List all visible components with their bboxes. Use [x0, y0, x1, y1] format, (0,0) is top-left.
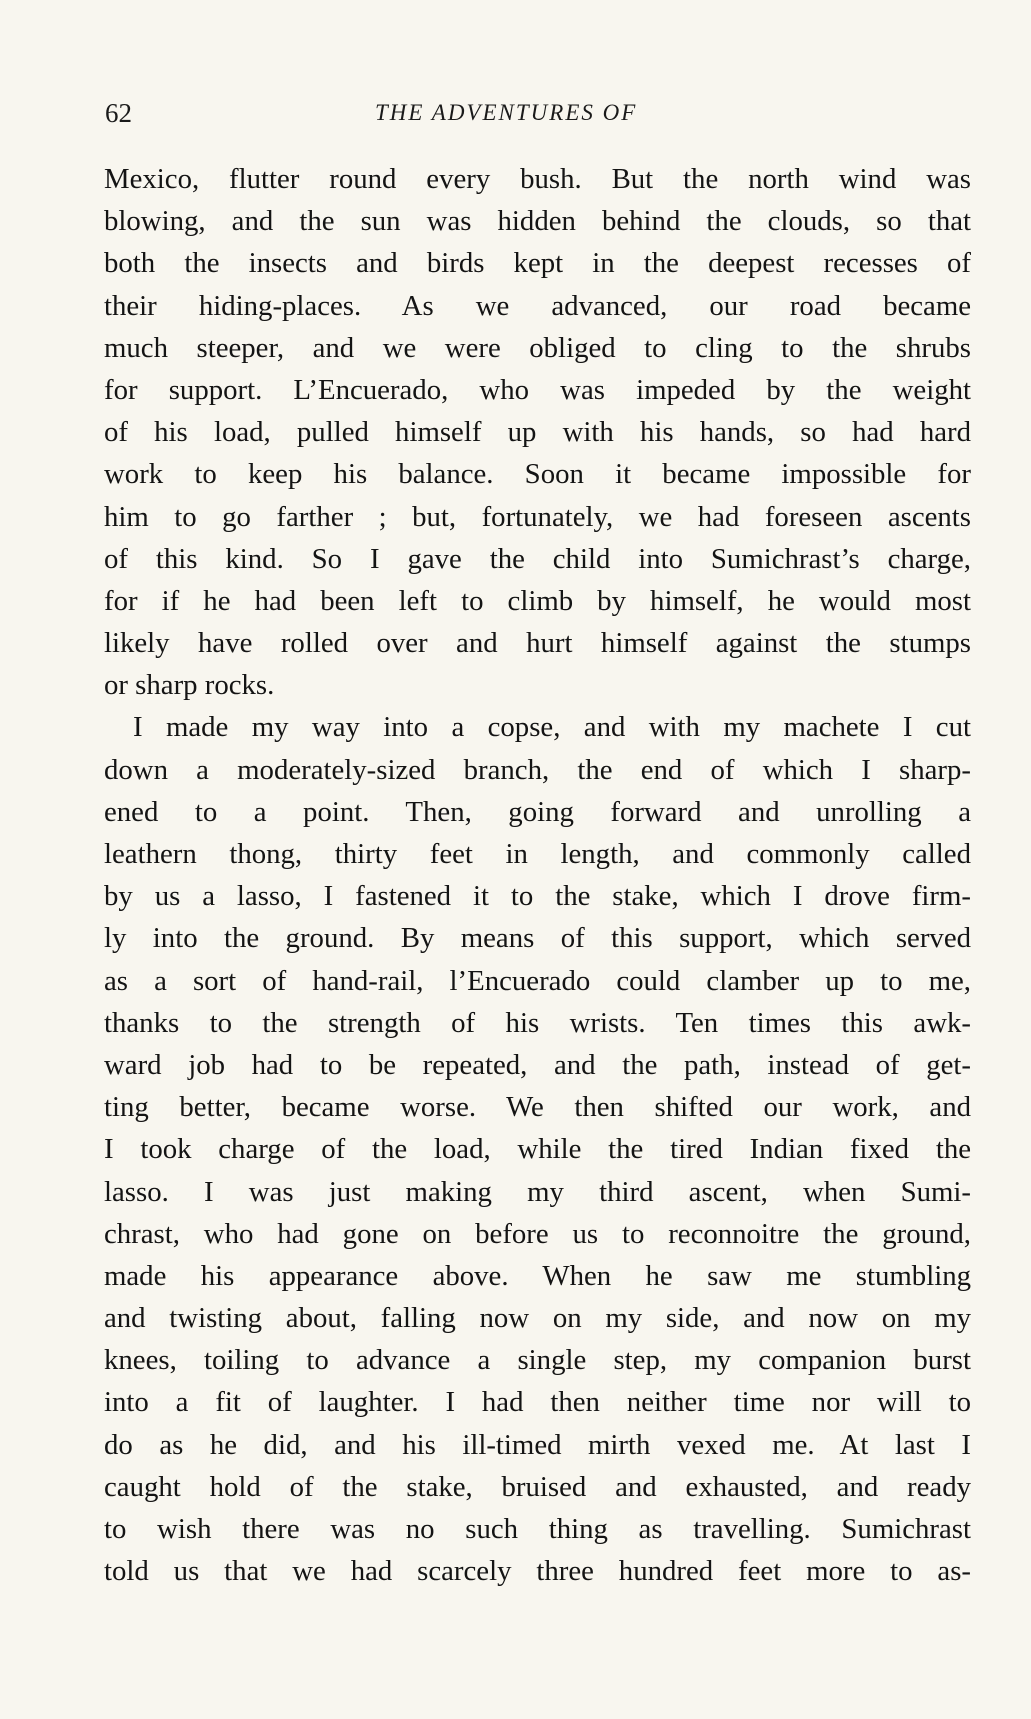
text-line: of his load, pulled himself up with his hands, so had hard: [104, 416, 971, 449]
text-line: both the insects and birds kept in the deepest recesses of: [104, 247, 971, 280]
text-line: their hiding-places. As we advanced, our road became: [104, 289, 971, 322]
running-head: [105, 98, 970, 132]
text-line: of this kind. So I gave the child into Sumichrast’s charge,: [104, 542, 971, 575]
paragraph-1: [104, 158, 971, 706]
text-line: work to keep his balance. Soon it became impossible for: [104, 458, 971, 491]
text-line: thanks to the strength of his wrists. Ten times this awk-: [104, 1006, 971, 1039]
text-line: I made my way into a copse, and with my machete I cut: [133, 711, 971, 744]
body-text: [104, 158, 971, 1592]
page-number: 62: [105, 98, 132, 128]
text-line: and twisting about, falling now on my side, and now on my: [104, 1302, 971, 1335]
text-line: lasso. I was just making my third ascent, when Sumi-: [104, 1175, 971, 1208]
text-line: ting better, became worse. We then shifted our work, and: [104, 1091, 971, 1124]
text-line: blowing, and the sun was hidden behind the clouds, so that: [104, 205, 971, 238]
running-title: THE ADVENTURES OF: [375, 100, 638, 125]
text-line: ward job had to be repeated, and the path, instead of get-: [104, 1048, 971, 1081]
text-line: Mexico, flutter round every bush. But the north wind was: [104, 163, 971, 195]
paragraph-2: [104, 706, 971, 1592]
text-line: made his appearance above. When he saw me stumbling: [104, 1259, 971, 1292]
text-line: ly into the ground. By means of this support, which served: [104, 922, 971, 955]
text-line: much steeper, and we were obliged to cling to the shrubs: [104, 331, 971, 364]
text-line: to wish there was no such thing as travelling. Sumichrast: [104, 1513, 971, 1545]
text-line: him to go farther ; but, fortunately, we had foreseen ascents: [104, 500, 971, 533]
text-line: I took charge of the load, while the tired Indian fixed the: [104, 1133, 971, 1166]
text-line: for if he had been left to climb by himself, he would most: [104, 584, 971, 617]
text-line: do as he did, and his ill-timed mirth vexed me. At last I: [104, 1428, 971, 1461]
text-line: likely have rolled over and hurt himself against the stumps: [104, 627, 971, 660]
text-line: by us a lasso, I fastened it to the stake, which I drove firm-: [104, 880, 971, 913]
text-line: caught hold of the stake, bruised and exhausted, and ready: [104, 1470, 971, 1503]
text-line: down a moderately-sized branch, the end of which I sharp-: [104, 753, 971, 786]
text-line: for support. L’Encuerado, who was impeded by the weight: [104, 373, 971, 406]
text-line: ened to a point. Then, going forward and unrolling a: [104, 795, 971, 828]
text-line: knees, toiling to advance a single step, my companion burst: [104, 1344, 971, 1377]
text-line: leathern thong, thirty feet in length, and commonly called: [104, 838, 971, 870]
text-line: told us that we had scarcely three hundred feet more to as-: [104, 1555, 971, 1588]
text-line: or sharp rocks.: [104, 669, 275, 702]
text-line: into a fit of laughter. I had then neither time nor will to: [104, 1386, 971, 1419]
text-line: as a sort of hand-rail, l’Encuerado could clamber up to me,: [104, 964, 971, 997]
text-line: chrast, who had gone on before us to reconnoitre the ground,: [104, 1217, 971, 1250]
